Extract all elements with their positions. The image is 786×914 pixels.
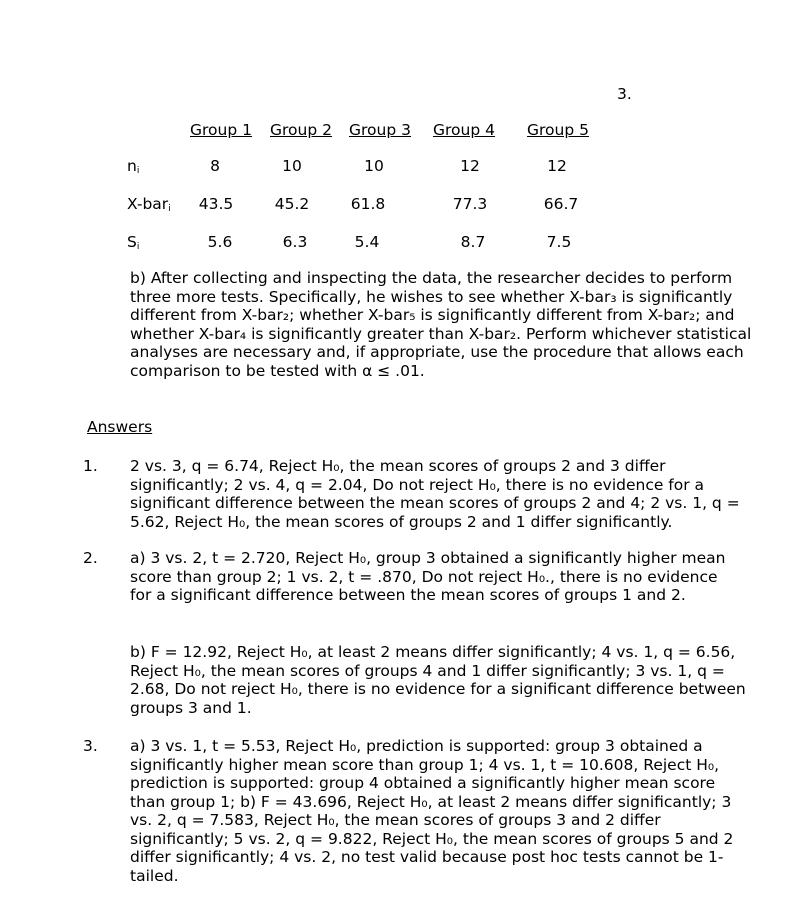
- table-cell: 45.2: [274, 195, 310, 213]
- table-cell: 10: [282, 157, 302, 175]
- page-number: 3.: [617, 85, 632, 103]
- question-b-text: b) After collecting and inspecting the data, the researcher decides to perform three more tests. Specifically, he wishes to see whether X-bar₃ is significantly different from X-bar₂; whether X-bar₅ is significantly different from X-bar₂; and whether X-bar₄ is significantly greater than X-bar₂. Perform whichever statistical analyses are necessary and, if appropriate, use the procedure that allows each comparison to be tested with α ≤ .01.: [130, 269, 752, 380]
- table-cell: 66.7: [543, 195, 579, 213]
- row-label-xbar: X-bar$_i$: [127, 195, 171, 214]
- table-header-group-1: Group 1: [190, 121, 252, 139]
- table-cell: 5.4: [354, 233, 380, 251]
- answer-2b-text: b) F = 12.92, Reject H₀, at least 2 means differ significantly; 4 vs. 1, q = 6.56, Reject H₀, the mean scores of groups 4 and 1 differ significantly; 3 vs. 1, q = 2.68, Do not reject H₀, there is no evidence for a significant difference between groups 3 and 1.: [130, 643, 746, 717]
- answer-2a-text: a) 3 vs. 2, t = 2.720, Reject H₀, group 3 obtained a significantly higher mean score than group 2; 1 vs. 2, t = .870, Do not reject H₀., there is no evidence for a significant difference between the mean scores of groups 1 and 2.: [130, 549, 726, 604]
- table-header-group-5: Group 5: [527, 121, 589, 139]
- row-label-n: $n_i$: [127, 157, 140, 176]
- table-cell: 10: [364, 157, 384, 175]
- answer-number: 3.: [83, 737, 98, 755]
- row-label-s: $S_i$: [127, 233, 140, 252]
- answer-number: 1.: [83, 457, 98, 475]
- table-cell: 77.3: [452, 195, 488, 213]
- table-cell: 61.8: [350, 195, 386, 213]
- answer-3-text: a) 3 vs. 1, t = 5.53, Reject H₀, prediction is supported: group 3 obtained a significantly higher mean score than group 1; 4 vs. 1, t = 10.608, Reject H₀, prediction is supported: group 4 obtained a significantly higher mean score than group 1; b) F = 43.696, Reject H₀, at least 2 means differ significantly; 3 vs. 2, q = 7.583, Reject H₀, the mean scores of groups 3 and 2 differ significantly; 5 vs. 2, q = 9.822, Reject H₀, the mean scores of groups 5 and 2 differ significantly; 4 vs. 2, no test valid because post hoc tests cannot be 1-tailed.: [130, 737, 734, 885]
- table-cell: 8: [210, 157, 220, 175]
- answer-number: 2.: [83, 549, 98, 567]
- table-cell: 6.3: [282, 233, 308, 251]
- table-cell: 8.7: [460, 233, 486, 251]
- table-cell: 12: [547, 157, 567, 175]
- table-cell: 5.6: [207, 233, 233, 251]
- table-cell: 12: [460, 157, 480, 175]
- table-header-group-3: Group 3: [349, 121, 411, 139]
- table-cell: 7.5: [546, 233, 572, 251]
- answer-1-text: 2 vs. 3, q = 6.74, Reject H₀, the mean scores of groups 2 and 3 differ significantly; 2 vs. 4, q = 2.04, Do not reject H₀, there is no evidence for a significant difference between the mean scores of groups 2 and 4; 2 vs. 1, q = 5.62, Reject H₀, the mean scores of groups 2 and 1 differ significantly.: [130, 457, 740, 531]
- table-cell: 43.5: [198, 195, 234, 213]
- table-header-group-4: Group 4: [433, 121, 495, 139]
- answers-heading: Answers: [87, 418, 153, 436]
- table-header-group-2: Group 2: [270, 121, 332, 139]
